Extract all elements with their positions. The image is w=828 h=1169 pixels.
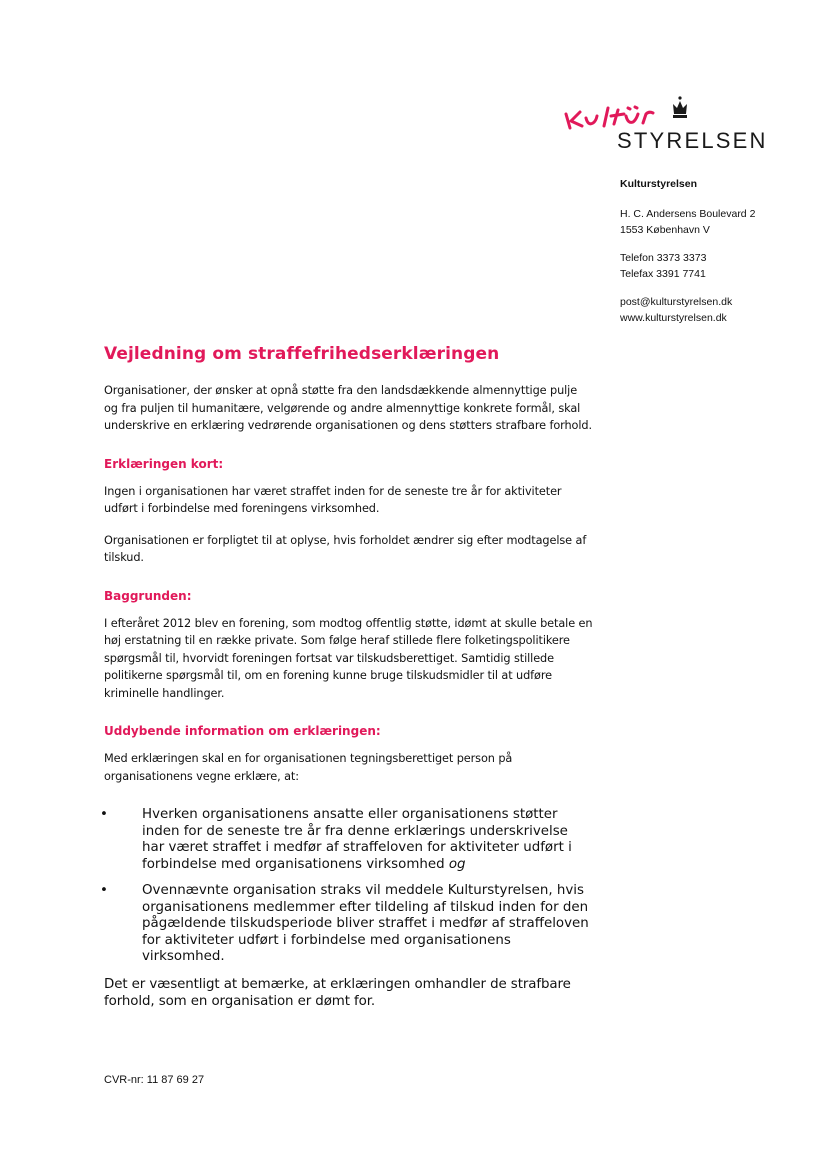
address-line: 1553 København V: [620, 224, 710, 236]
address-line: H. C. Andersens Boulevard 2: [620, 208, 756, 220]
bullet-marker: •: [100, 883, 108, 898]
section-heading-background: Baggrunden:: [104, 588, 192, 603]
intro-paragraph: Organisationer, der ønsker at opnå støtte fra den landsdækkende almennyttige pulje og fra puljen til humanitære, velgørende og andre almennyttige konkrete formål, skal underskrive en erklæring vedrørende organisationen og dens støtters strafbare forhold.: [104, 384, 592, 432]
list-item-emphasis: og: [448, 856, 466, 872]
sender-contact: [620, 294, 820, 326]
crown-icon: [673, 96, 687, 118]
details-paragraph: Med erklæringen skal en for organisationen tegningsberettiget person på organisationens vegne erklære, at:: [104, 752, 513, 783]
list-item: [100, 883, 594, 966]
kulturstyrelsen-logo: [562, 92, 768, 154]
kultur-script-mark: [562, 92, 762, 132]
document-title: Vejledning om straffefrihedserklæringen: [104, 344, 500, 364]
fax-line: Telefax 3391 7741: [620, 268, 706, 280]
logo-wordmark: STYRELSEN: [617, 128, 768, 153]
document-body: [100, 344, 594, 1010]
list-item-text: Ovennævnte organisation straks vil meddele Kulturstyrelsen, hvis organisationens medlemmer efter tildeling af tilskud inden for den pågældende tilskudsperiode bliver straffet i medfør af straffeloven for aktiviteter udført i forbindelse med organisationens virksomhed.: [142, 883, 589, 964]
sender-address: [620, 206, 820, 238]
summary-paragraph: Ingen i organisationen har været straffet inden for de seneste tre år for aktiviteter udført i forbindelse med foreningens virksomhed.: [104, 484, 562, 515]
summary-paragraph: Organisationen er forpligtet til at oplyse, hvis forholdet ændrer sig efter modtagelse af tilskud.: [104, 533, 587, 564]
list-item: [100, 807, 594, 873]
section-heading-summary: Erklæringen kort:: [104, 456, 224, 471]
sender-org-name: Kulturstyrelsen: [620, 178, 698, 190]
section-heading-details: Uddybende information om erklæringen:: [104, 724, 381, 738]
cvr-number: CVR-nr: 11 87 69 27: [104, 1074, 205, 1086]
email-link[interactable]: post@kulturstyrelsen.dk: [620, 296, 733, 308]
list-item-text: Hverken organisationens ansatte eller organisationens støtter inden for de seneste tre år fra denne erklærings underskrivelse har været straffet i medfør af straffeloven for aktiviteter udført i forbindelse med organisationens virksomhed: [142, 807, 572, 872]
declaration-list: [100, 807, 594, 966]
sender-info: [620, 176, 820, 338]
closing-paragraph: Det er væsentligt at bemærke, at erklæringen omhandler de strafbare forhold, som en organisation er dømt for.: [104, 976, 571, 1009]
background-paragraph: I efteråret 2012 blev en forening, som modtog offentlig støtte, idømt at skulle betale en høj erstatning til en række private. Som følge heraf stillede flere folketingspolitikere spørgsmål til, hvorvidt foreningen fortsat var tilskudsberettiget. Samtidig stillede politikerne spørgsmål til, om en forening kunne bruge tilskudsmidler til at udføre kriminelle handlinger.: [104, 616, 593, 700]
sender-phones: [620, 250, 820, 282]
phone-line: Telefon 3373 3373: [620, 252, 707, 264]
bullet-marker: •: [100, 807, 108, 822]
website-link[interactable]: www.kulturstyrelsen.dk: [620, 312, 727, 324]
